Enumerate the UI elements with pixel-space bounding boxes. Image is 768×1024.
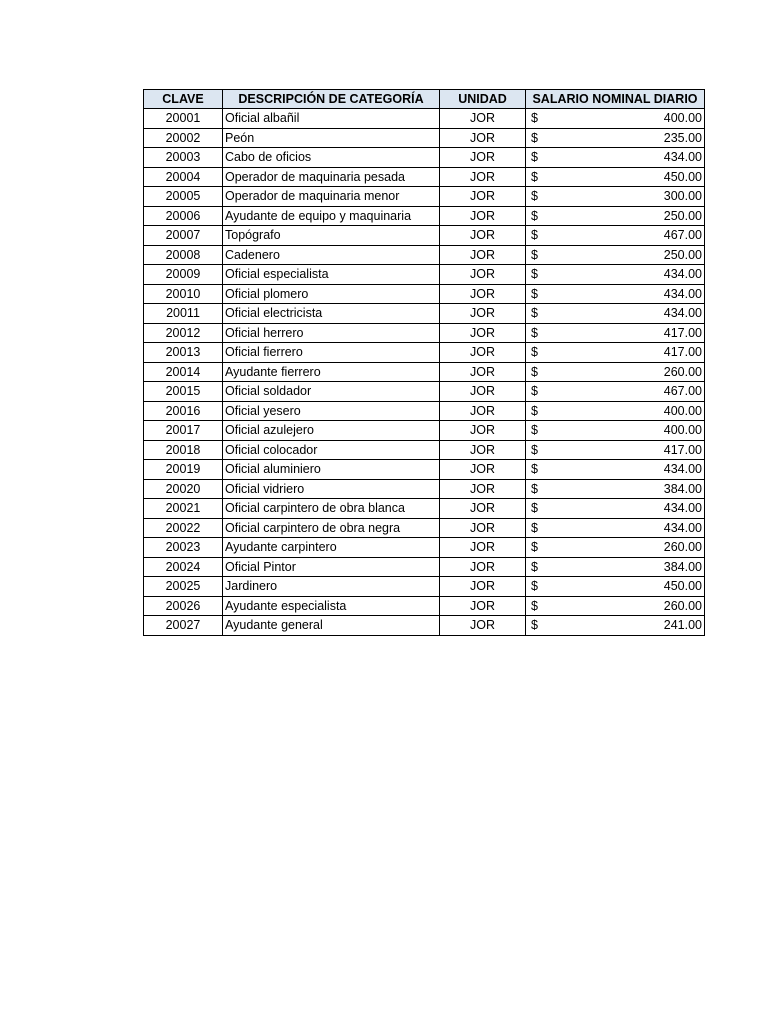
cell-salario xyxy=(526,401,705,421)
cell-clave: 20009 xyxy=(144,265,223,285)
cell-descripcion: Oficial carpintero de obra negra xyxy=(223,518,440,538)
salary-amount: 400.00 xyxy=(663,403,702,418)
currency-symbol: $ xyxy=(531,130,538,145)
table-row xyxy=(144,479,705,499)
currency-symbol: $ xyxy=(531,364,538,379)
salary-amount: 434.00 xyxy=(663,306,702,321)
cell-clave: 20027 xyxy=(144,616,223,636)
cell-unidad: JOR xyxy=(440,382,526,402)
currency-symbol: $ xyxy=(531,189,538,203)
currency-symbol: $ xyxy=(531,306,538,320)
currency-symbol: $ xyxy=(531,169,538,184)
cell-clave: 20004 xyxy=(144,167,223,187)
table-row xyxy=(144,557,705,577)
cell-clave: 20019 xyxy=(144,460,223,480)
cell-unidad: JOR xyxy=(440,167,526,187)
cell-unidad: JOR xyxy=(440,577,526,597)
salary-amount: 417.00 xyxy=(663,325,702,340)
salary-amount: 450.00 xyxy=(663,579,702,594)
currency-symbol: $ xyxy=(531,579,538,593)
salary-amount: 250.00 xyxy=(663,247,702,262)
cell-descripcion: Ayudante de equipo y maquinaria xyxy=(223,206,440,226)
cell-unidad: JOR xyxy=(440,401,526,421)
cell-clave: 20018 xyxy=(144,440,223,460)
cell-salario xyxy=(526,538,705,558)
table-row xyxy=(144,284,705,304)
cell-clave: 20013 xyxy=(144,343,223,363)
cell-descripcion: Oficial azulejero xyxy=(223,421,440,441)
cell-descripcion: Oficial fierrero xyxy=(223,343,440,363)
cell-unidad: JOR xyxy=(440,499,526,519)
table-row xyxy=(144,323,705,343)
cell-descripcion: Operador de maquinaria menor xyxy=(223,187,440,207)
table-row xyxy=(144,499,705,519)
cell-descripcion: Oficial herrero xyxy=(223,323,440,343)
cell-clave: 20001 xyxy=(144,109,223,129)
cell-clave: 20011 xyxy=(144,304,223,324)
table-row xyxy=(144,245,705,265)
cell-salario xyxy=(526,226,705,246)
cell-clave: 20020 xyxy=(144,479,223,499)
salary-amount: 384.00 xyxy=(663,481,702,496)
cell-descripcion: Oficial carpintero de obra blanca xyxy=(223,499,440,519)
header-descripcion: DESCRIPCIÓN DE CATEGORÍA xyxy=(223,90,440,109)
table-row xyxy=(144,343,705,363)
currency-symbol: $ xyxy=(531,501,538,515)
cell-clave: 20022 xyxy=(144,518,223,538)
cell-unidad: JOR xyxy=(440,109,526,129)
currency-symbol: $ xyxy=(531,325,538,340)
cell-descripcion: Jardinero xyxy=(223,577,440,597)
salary-amount: 450.00 xyxy=(663,169,702,184)
cell-salario xyxy=(526,304,705,324)
salary-amount: 434.00 xyxy=(663,462,702,477)
cell-salario xyxy=(526,206,705,226)
currency-symbol: $ xyxy=(531,345,538,359)
cell-unidad: JOR xyxy=(440,557,526,577)
cell-descripcion: Ayudante general xyxy=(223,616,440,636)
cell-unidad: JOR xyxy=(440,265,526,285)
salary-amount: 300.00 xyxy=(663,189,702,204)
cell-unidad: JOR xyxy=(440,460,526,480)
cell-clave: 20021 xyxy=(144,499,223,519)
cell-clave: 20003 xyxy=(144,148,223,168)
cell-salario xyxy=(526,479,705,499)
cell-unidad: JOR xyxy=(440,245,526,265)
cell-salario xyxy=(526,187,705,207)
table-row xyxy=(144,421,705,441)
cell-descripcion: Peón xyxy=(223,128,440,148)
salary-amount: 260.00 xyxy=(663,540,702,555)
salary-amount: 434.00 xyxy=(663,501,702,516)
cell-descripcion: Cadenero xyxy=(223,245,440,265)
table-row xyxy=(144,518,705,538)
table-row xyxy=(144,460,705,480)
salary-table xyxy=(143,89,705,636)
cell-salario xyxy=(526,265,705,285)
cell-descripcion: Ayudante especialista xyxy=(223,596,440,616)
currency-symbol: $ xyxy=(531,423,538,437)
salary-amount: 434.00 xyxy=(663,286,702,301)
cell-unidad: JOR xyxy=(440,206,526,226)
currency-symbol: $ xyxy=(531,442,538,457)
cell-unidad: JOR xyxy=(440,421,526,441)
table-row xyxy=(144,538,705,558)
table-row xyxy=(144,187,705,207)
cell-unidad: JOR xyxy=(440,440,526,460)
currency-symbol: $ xyxy=(531,267,538,281)
currency-symbol: $ xyxy=(531,286,538,301)
table-row xyxy=(144,596,705,616)
cell-salario xyxy=(526,343,705,363)
cell-clave: 20010 xyxy=(144,284,223,304)
cell-unidad: JOR xyxy=(440,362,526,382)
cell-unidad: JOR xyxy=(440,128,526,148)
salary-amount: 417.00 xyxy=(663,345,702,360)
header-unidad: UNIDAD xyxy=(440,90,526,109)
header-clave: CLAVE xyxy=(144,90,223,109)
salary-amount: 250.00 xyxy=(663,208,702,223)
table-row xyxy=(144,616,705,636)
cell-descripcion: Oficial colocador xyxy=(223,440,440,460)
salary-amount: 467.00 xyxy=(663,228,702,243)
table-row xyxy=(144,577,705,597)
salary-amount: 400.00 xyxy=(663,111,702,126)
currency-symbol: $ xyxy=(531,208,538,223)
cell-clave: 20023 xyxy=(144,538,223,558)
cell-clave: 20005 xyxy=(144,187,223,207)
currency-symbol: $ xyxy=(531,111,538,125)
salary-amount: 400.00 xyxy=(663,423,702,438)
table-row xyxy=(144,401,705,421)
currency-symbol: $ xyxy=(531,540,538,554)
cell-salario xyxy=(526,148,705,168)
cell-clave: 20002 xyxy=(144,128,223,148)
cell-unidad: JOR xyxy=(440,343,526,363)
table-row xyxy=(144,440,705,460)
cell-clave: 20006 xyxy=(144,206,223,226)
table-row xyxy=(144,304,705,324)
salary-amount: 384.00 xyxy=(663,559,702,574)
cell-salario xyxy=(526,499,705,519)
cell-descripcion: Cabo de oficios xyxy=(223,148,440,168)
cell-salario xyxy=(526,362,705,382)
cell-salario xyxy=(526,323,705,343)
cell-salario xyxy=(526,128,705,148)
cell-salario xyxy=(526,557,705,577)
currency-symbol: $ xyxy=(531,559,538,574)
cell-salario xyxy=(526,518,705,538)
salary-amount: 434.00 xyxy=(663,520,702,535)
currency-symbol: $ xyxy=(531,462,538,476)
cell-unidad: JOR xyxy=(440,226,526,246)
cell-clave: 20017 xyxy=(144,421,223,441)
currency-symbol: $ xyxy=(531,618,538,632)
cell-descripcion: Ayudante carpintero xyxy=(223,538,440,558)
cell-unidad: JOR xyxy=(440,518,526,538)
currency-symbol: $ xyxy=(531,150,538,164)
table-header xyxy=(144,90,705,109)
cell-descripcion: Oficial albañil xyxy=(223,109,440,129)
cell-clave: 20026 xyxy=(144,596,223,616)
table-row xyxy=(144,382,705,402)
cell-descripcion: Oficial plomero xyxy=(223,284,440,304)
cell-clave: 20024 xyxy=(144,557,223,577)
cell-unidad: JOR xyxy=(440,187,526,207)
salary-amount: 434.00 xyxy=(663,150,702,165)
cell-descripcion: Oficial aluminiero xyxy=(223,460,440,480)
salary-amount: 235.00 xyxy=(663,130,702,145)
cell-salario xyxy=(526,440,705,460)
cell-unidad: JOR xyxy=(440,616,526,636)
cell-salario xyxy=(526,460,705,480)
cell-unidad: JOR xyxy=(440,538,526,558)
salary-amount: 260.00 xyxy=(663,364,702,379)
cell-descripcion: Ayudante fierrero xyxy=(223,362,440,382)
salary-sheet xyxy=(143,89,704,636)
cell-unidad: JOR xyxy=(440,479,526,499)
table-row xyxy=(144,109,705,129)
cell-salario xyxy=(526,109,705,129)
cell-descripcion: Oficial electricista xyxy=(223,304,440,324)
table-row xyxy=(144,265,705,285)
cell-descripcion: Oficial yesero xyxy=(223,401,440,421)
table-row xyxy=(144,206,705,226)
cell-clave: 20014 xyxy=(144,362,223,382)
cell-unidad: JOR xyxy=(440,323,526,343)
cell-unidad: JOR xyxy=(440,284,526,304)
salary-amount: 417.00 xyxy=(663,442,702,457)
currency-symbol: $ xyxy=(531,481,538,496)
cell-salario xyxy=(526,421,705,441)
cell-unidad: JOR xyxy=(440,304,526,324)
table-row xyxy=(144,128,705,148)
table-row xyxy=(144,362,705,382)
cell-clave: 20025 xyxy=(144,577,223,597)
cell-clave: 20007 xyxy=(144,226,223,246)
cell-descripcion: Oficial Pintor xyxy=(223,557,440,577)
currency-symbol: $ xyxy=(531,520,538,535)
salary-amount: 467.00 xyxy=(663,384,702,399)
currency-symbol: $ xyxy=(531,228,538,242)
cell-clave: 20012 xyxy=(144,323,223,343)
currency-symbol: $ xyxy=(531,598,538,613)
header-row xyxy=(144,90,705,109)
header-salario: SALARIO NOMINAL DIARIO xyxy=(526,90,705,109)
table-row xyxy=(144,226,705,246)
table-row xyxy=(144,167,705,187)
table-body xyxy=(144,109,705,636)
cell-unidad: JOR xyxy=(440,596,526,616)
cell-descripcion: Topógrafo xyxy=(223,226,440,246)
cell-salario xyxy=(526,616,705,636)
cell-unidad: JOR xyxy=(440,148,526,168)
table-row xyxy=(144,148,705,168)
cell-salario xyxy=(526,577,705,597)
cell-salario xyxy=(526,596,705,616)
cell-descripcion: Oficial vidriero xyxy=(223,479,440,499)
cell-salario xyxy=(526,284,705,304)
cell-salario xyxy=(526,245,705,265)
cell-clave: 20016 xyxy=(144,401,223,421)
currency-symbol: $ xyxy=(531,403,538,418)
cell-salario xyxy=(526,167,705,187)
cell-descripcion: Oficial soldador xyxy=(223,382,440,402)
currency-symbol: $ xyxy=(531,247,538,262)
currency-symbol: $ xyxy=(531,384,538,398)
salary-amount: 434.00 xyxy=(663,267,702,282)
cell-salario xyxy=(526,382,705,402)
salary-amount: 241.00 xyxy=(663,618,702,633)
cell-descripcion: Oficial especialista xyxy=(223,265,440,285)
cell-clave: 20008 xyxy=(144,245,223,265)
salary-amount: 260.00 xyxy=(663,598,702,613)
cell-descripcion: Operador de maquinaria pesada xyxy=(223,167,440,187)
cell-clave: 20015 xyxy=(144,382,223,402)
